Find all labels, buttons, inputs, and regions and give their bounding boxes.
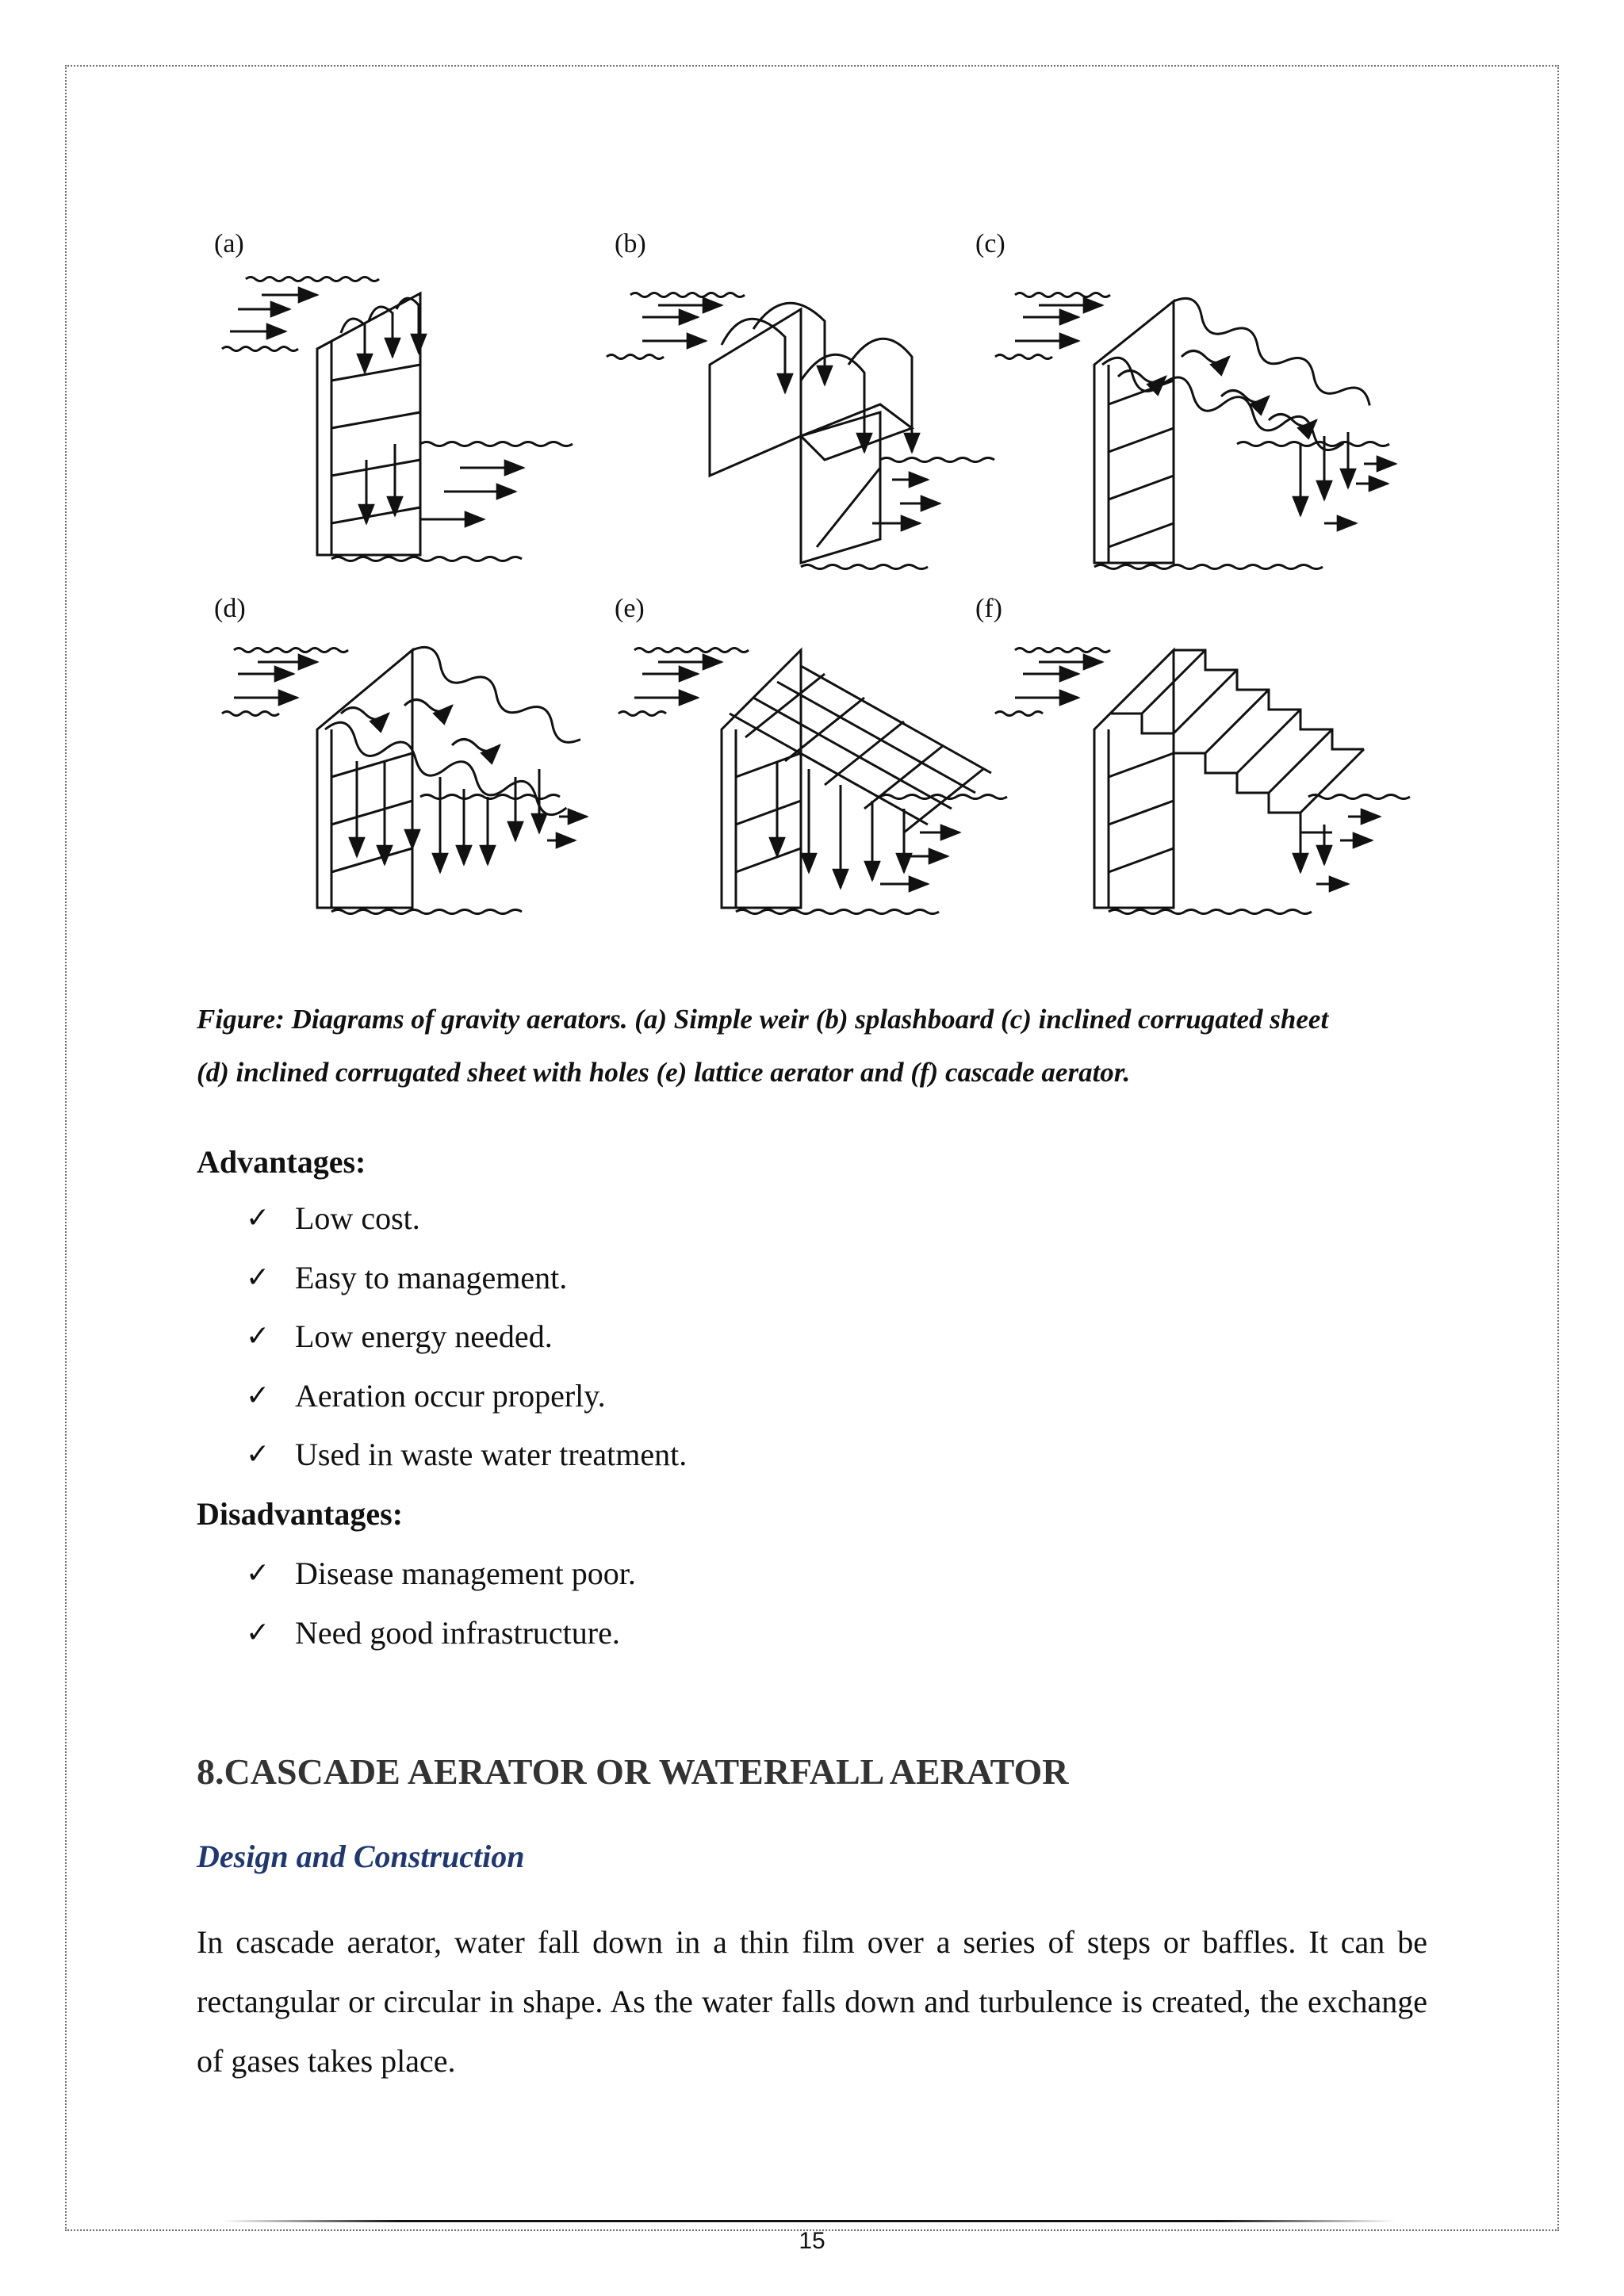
section-title: 8.CASCADE AERATOR OR WATERFALL AERATOR (197, 1751, 1069, 1792)
figure-caption-line-1: Figure: Diagrams of gravity aerators. (a) Simple weir (b) splashboard (c) inclined corrugated sheet (197, 1004, 1329, 1035)
checkmark-icon: ✓ (246, 1320, 270, 1353)
list-item (246, 1307, 687, 1367)
list-item (246, 1604, 636, 1663)
gravity-aerators-figure (198, 206, 1435, 920)
page-number: 15 (799, 2228, 825, 2254)
figure-caption-line-2: (d) inclined corrugated sheet with holes (e) lattice aerator and (f) cascade aerator. (197, 1057, 1131, 1088)
checkmark-icon: ✓ (246, 1379, 270, 1412)
checkmark-icon: ✓ (246, 1202, 270, 1234)
checkmark-icon: ✓ (246, 1261, 270, 1294)
panel-label-a: (a) (214, 229, 244, 258)
list-item (246, 1189, 687, 1249)
list-item-text: Easy to management. (295, 1259, 568, 1295)
checkmark-icon: ✓ (246, 1616, 270, 1649)
disadvantages-heading: Disadvantages: (197, 1496, 404, 1532)
list-item-text: Low cost. (295, 1200, 420, 1236)
advantages-heading: Advantages: (197, 1144, 366, 1180)
panel-c-diagram (975, 229, 1396, 569)
list-item-text: Low energy needed. (295, 1318, 553, 1354)
list-item (246, 1249, 687, 1308)
list-item-text: Need good infrastructure. (295, 1614, 620, 1651)
footer-divider (222, 2220, 1396, 2222)
figure-caption (197, 993, 1434, 1099)
advantages-list (246, 1189, 687, 1485)
panel-label-e: (e) (615, 594, 645, 623)
list-item-text: Disease management poor. (295, 1556, 636, 1591)
checkmark-icon: ✓ (246, 1438, 270, 1471)
panel-e-diagram (615, 594, 1007, 914)
panel-b-diagram (607, 229, 994, 569)
list-item-text: Aeration occur properly. (295, 1377, 606, 1414)
body-paragraph: In cascade aerator, water fall down in a thin film over a series of steps or baffles. It can be rectangular or circular in shape. As the water falls down and turbulence is created, the exchange of gases takes place. (197, 1924, 1427, 2079)
list-item-text: Used in waste water treatment. (295, 1437, 688, 1472)
panel-label-d: (d) (214, 594, 246, 623)
subsection-title: Design and Construction (197, 1839, 525, 1874)
list-item (246, 1367, 687, 1426)
panel-label-f: (f) (975, 594, 1002, 623)
list-item (246, 1544, 636, 1604)
panel-f-diagram (975, 594, 1410, 914)
panel-d-diagram (214, 594, 587, 914)
list-item (246, 1425, 687, 1485)
checkmark-icon: ✓ (246, 1557, 270, 1590)
panel-label-c: (c) (975, 229, 1005, 258)
disadvantages-list (246, 1544, 636, 1663)
panel-label-b: (b) (615, 229, 646, 258)
panel-a-diagram (214, 229, 573, 561)
